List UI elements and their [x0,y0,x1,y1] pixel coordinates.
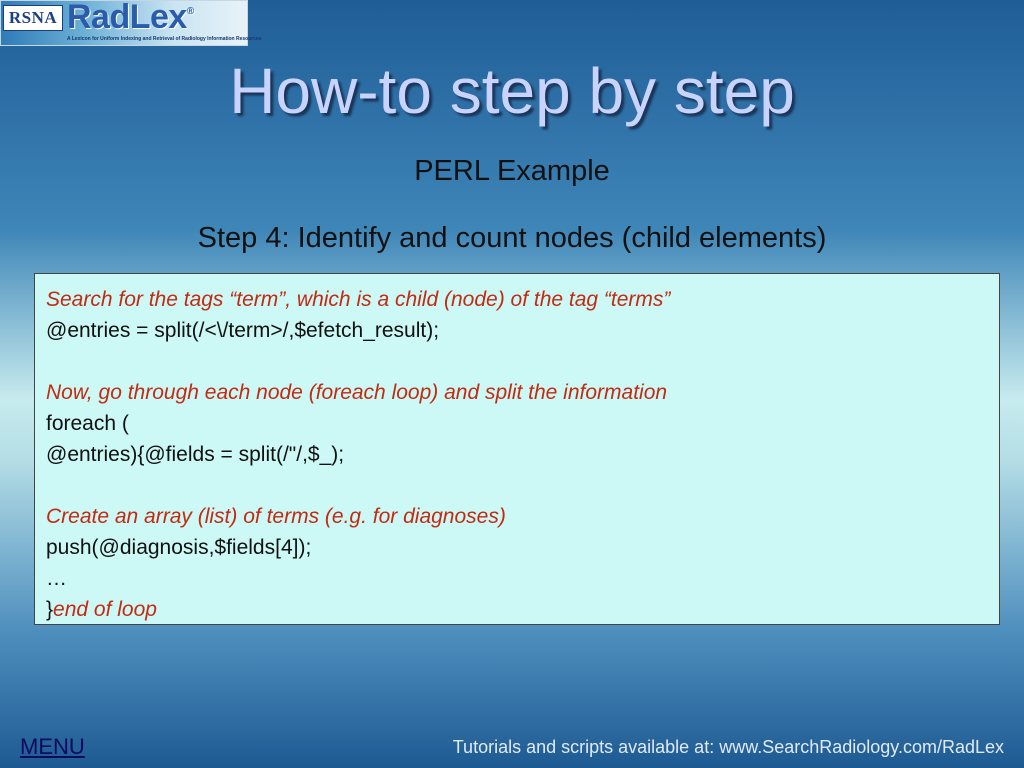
rsna-logo-text: RSNA [3,5,63,31]
radlex-logo [0,0,262,46]
code-line: @entries = split(/<\/term>/,$efetch_result); [46,319,440,342]
code-comment: Now, go through each node (foreach loop) and split the information [46,381,668,404]
registered-mark-icon: ® [186,6,194,17]
radlex-wordmark: RadLex [67,0,187,36]
footer-text: Tutorials and scripts available at: www.SearchRadiology.com/RadLex [452,737,1004,757]
code-comment: Create an array (list) of terms (e.g. for diagnoses) [46,505,506,528]
code-ellipsis: … [46,567,67,590]
closing-brace: } [46,598,54,621]
slide-title: How-to step by step [229,55,795,127]
logo-tagline: A Lexicon for Uniform Indexing and Retrieval of Radiology Information Resources [67,36,262,42]
code-comment: end of loop [53,598,157,621]
slide-subtitle: PERL Example [414,155,610,187]
code-line: push(@diagnosis,$fields[4]); [46,536,312,559]
code-comment: Search for the tags “term”, which is a child (node) of the tag “terms” [46,288,671,311]
code-example-box [34,273,1000,625]
code-line: @entries){@fields = split(/"/,$_); [46,443,345,466]
step-heading: Step 4: Identify and count nodes (child elements) [197,222,827,254]
blank-line [46,346,988,377]
blank-line [46,470,988,501]
menu-link[interactable]: MENU [20,734,85,759]
code-line: foreach ( [46,412,129,435]
code-line-end [46,594,988,625]
radlex-logo-text [67,0,194,37]
